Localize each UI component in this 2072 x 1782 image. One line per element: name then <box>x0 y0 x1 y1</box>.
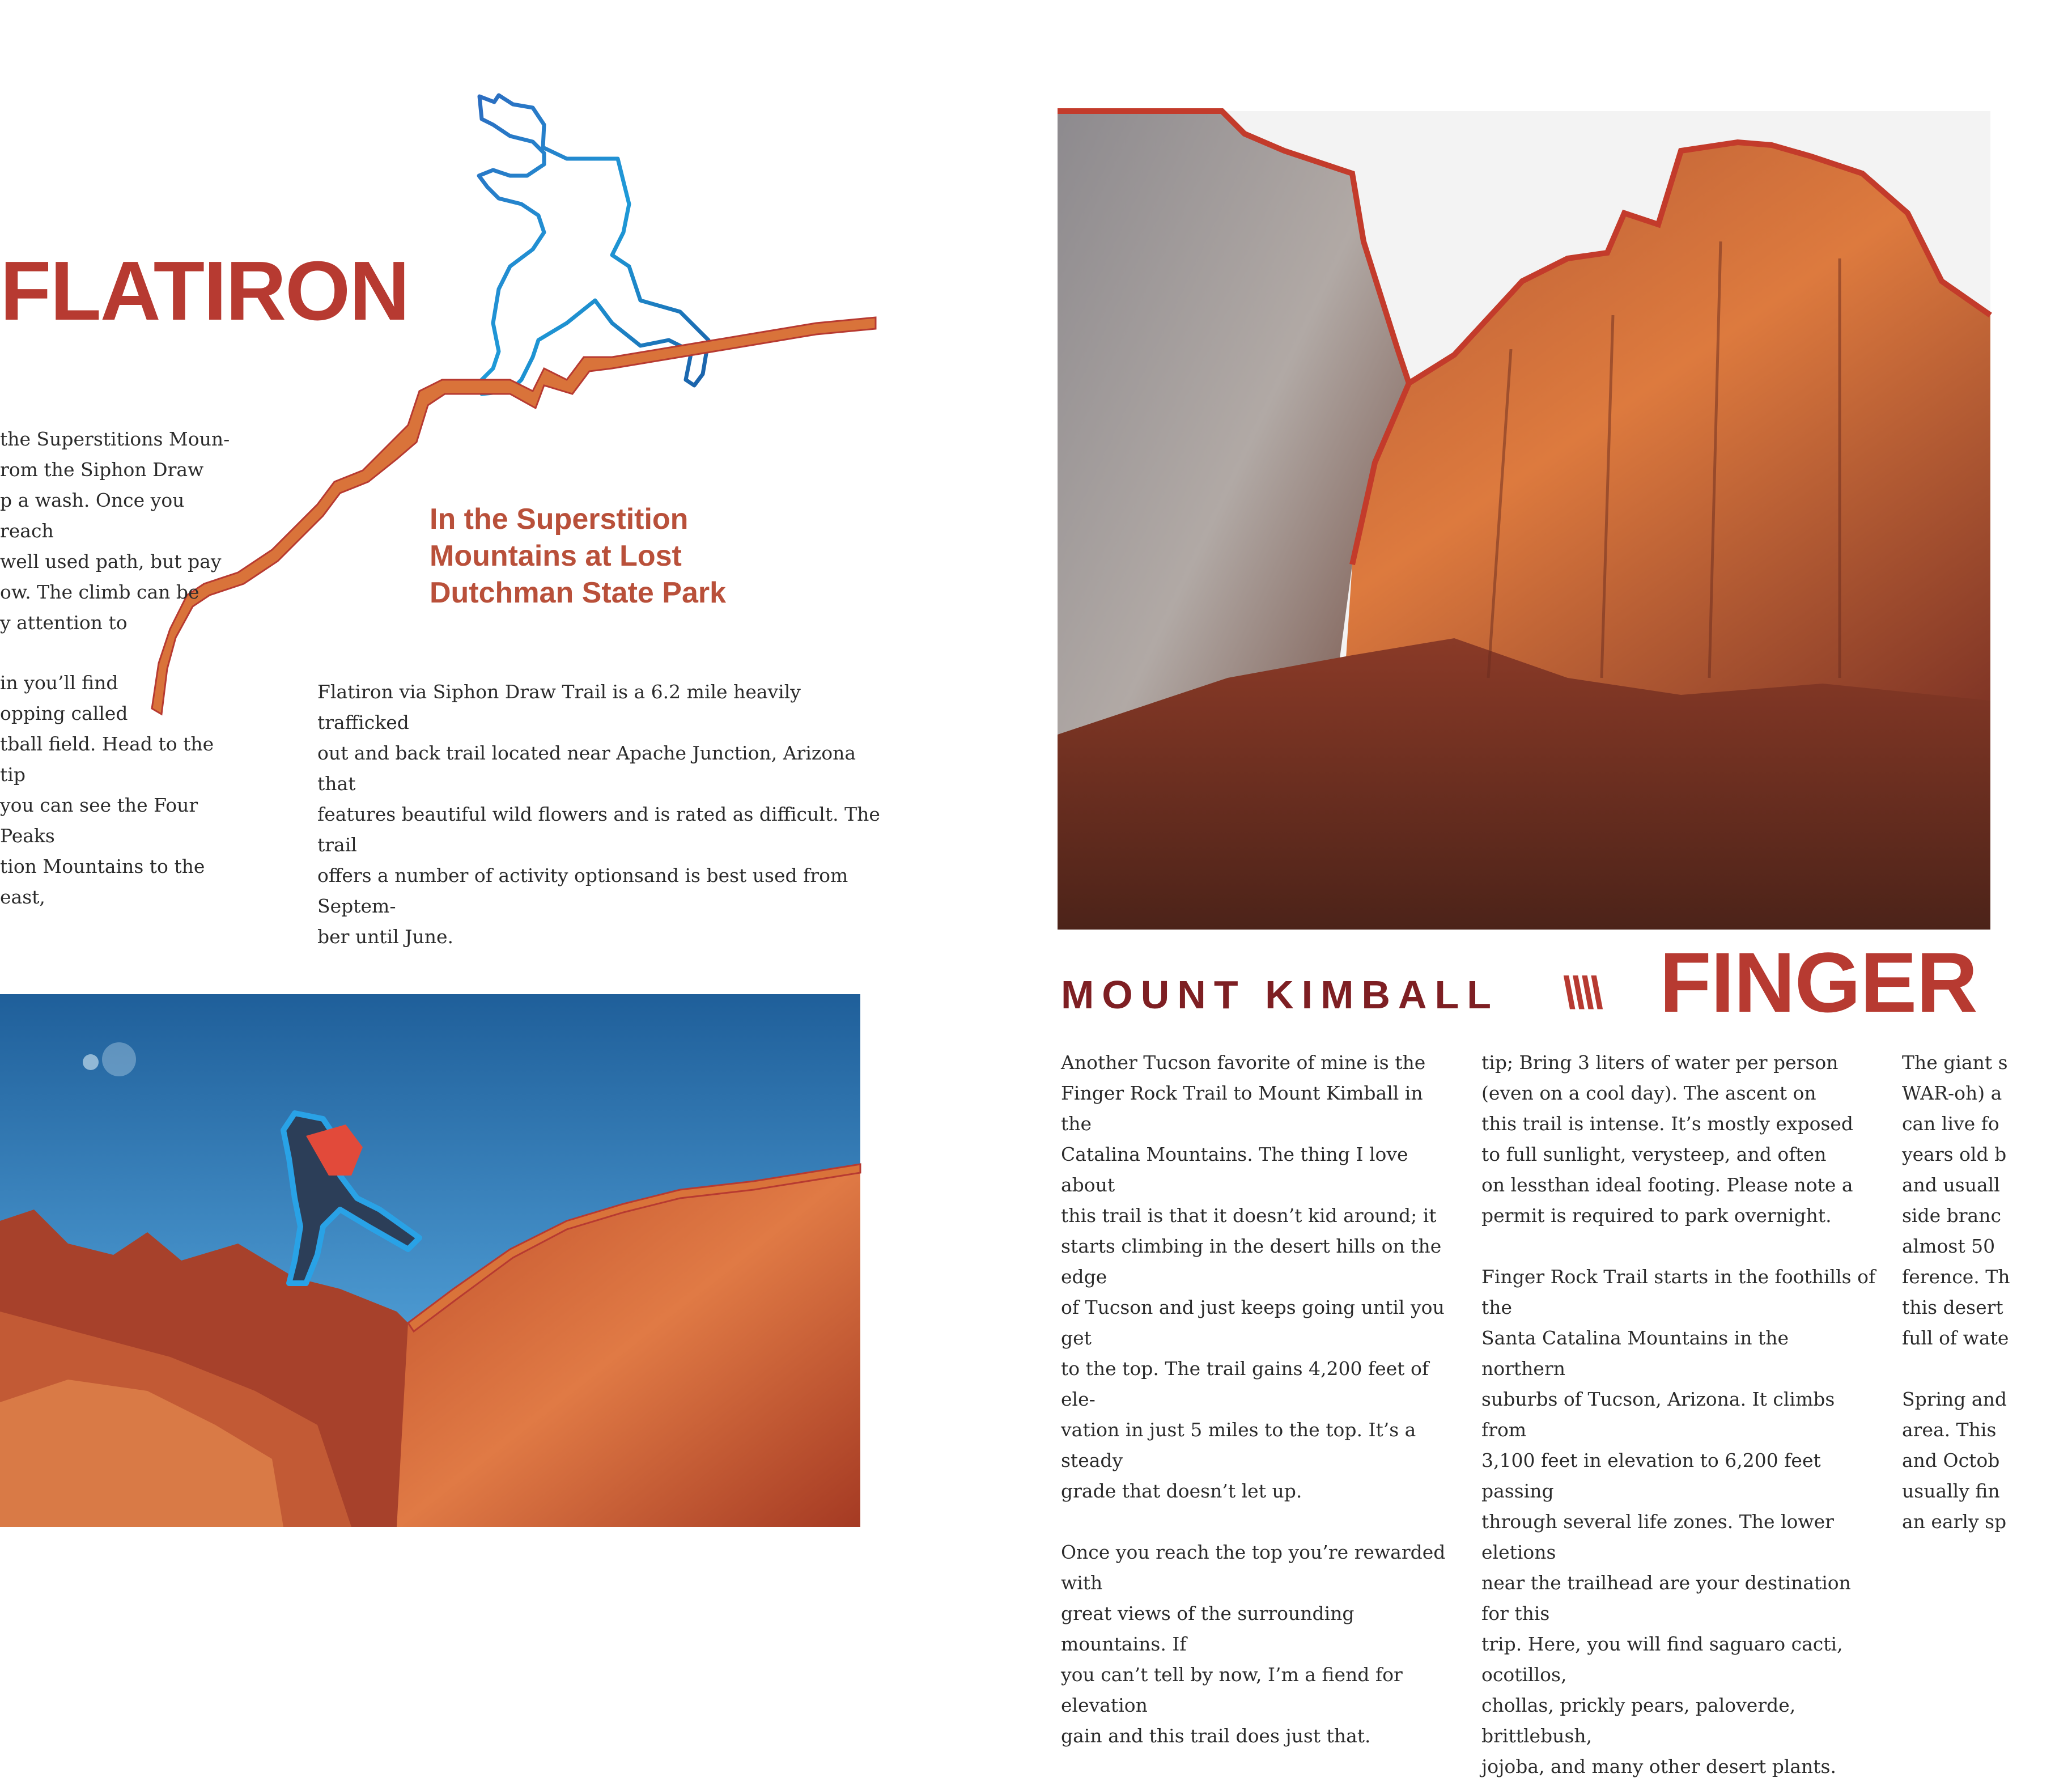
flatiron-description: Flatiron via Siphon Draw Trail is a 6.2 mile heavily trafficked out and back trail located near Apache Junction, Arizona that features beautiful wild flowers and is rated as difficult. The trail offers a number of activity optionsand is best used from Septem- ber until June. <box>317 681 880 948</box>
photo-jumping-hiker <box>0 994 860 1527</box>
intro-text-partial: the Superstitions Moun- rom the Siphon Draw p a wash. Once you reach well used path, but pay ow. The climb can be y attention to <box>0 428 230 634</box>
decorative-slashes: \\\\ <box>1563 968 1600 1018</box>
page-title-flatiron: FLATIRON <box>0 244 409 338</box>
photo-red-rock-cliff <box>1058 111 1990 930</box>
mount-kimball-heading: MOUNT KIMBALL <box>1061 973 1500 1017</box>
finger-heading: FINGER <box>1659 935 1977 1030</box>
kimball-column-1: Another Tucson favorite of mine is the Finger Rock Trail to Mount Kimball in the Catalina Mountains. The thing I love about this trail is that it doesn’t kid around; it starts climbing in the desert hills on the edge of Tucson and just keeps going until you get to the top. The trail gains 4,200 feet of ele- vation in just 5 miles to the top. It’s a steady grade that doesn’t let up. Once you reach the top you’re rewarded with great views of the surrounding mountains. If you can’t tell by now, I’m a fiend for elevation gain and this trail does just that. <box>1061 1051 1446 1747</box>
location-subheading: In the Superstition Mountains at Lost Dutchman State Park <box>430 503 727 609</box>
intro-text-partial-2: in you’ll find opping called tball field. Head to the tip you can see the Four Peaks tion Mountains to the east, <box>0 672 214 908</box>
kimball-column-3-partial: The giant s WAR-oh) a can live fo years old b and usuall side branc almost 50 ference. Th this desert full of wate Spring and area. This and Octob usually fin an early sp <box>1902 1051 2010 1533</box>
kimball-column-2: tip; Bring 3 liters of water per person (even on a cool day). The ascent on this trail is intense. It’s mostly exposed to full sunlight, verysteep, and often on lessthan ideal footing. Please note a permit is required to park overnight. Finger Rock Trail starts in the foothills of the Santa Catalina Mountains in the northern suburbs of Tucson, Arizona. It climbs from 3,100 feet in elevation to 6,200 feet passing through several life zones. The lower eletions near the trailhead are your destination for this trip. Here, you will find saguaro cacti, ocotillos, chollas, prickly pears, paloverde, brittlebush, jojoba, and many other desert plants. <box>1481 1051 1876 1777</box>
